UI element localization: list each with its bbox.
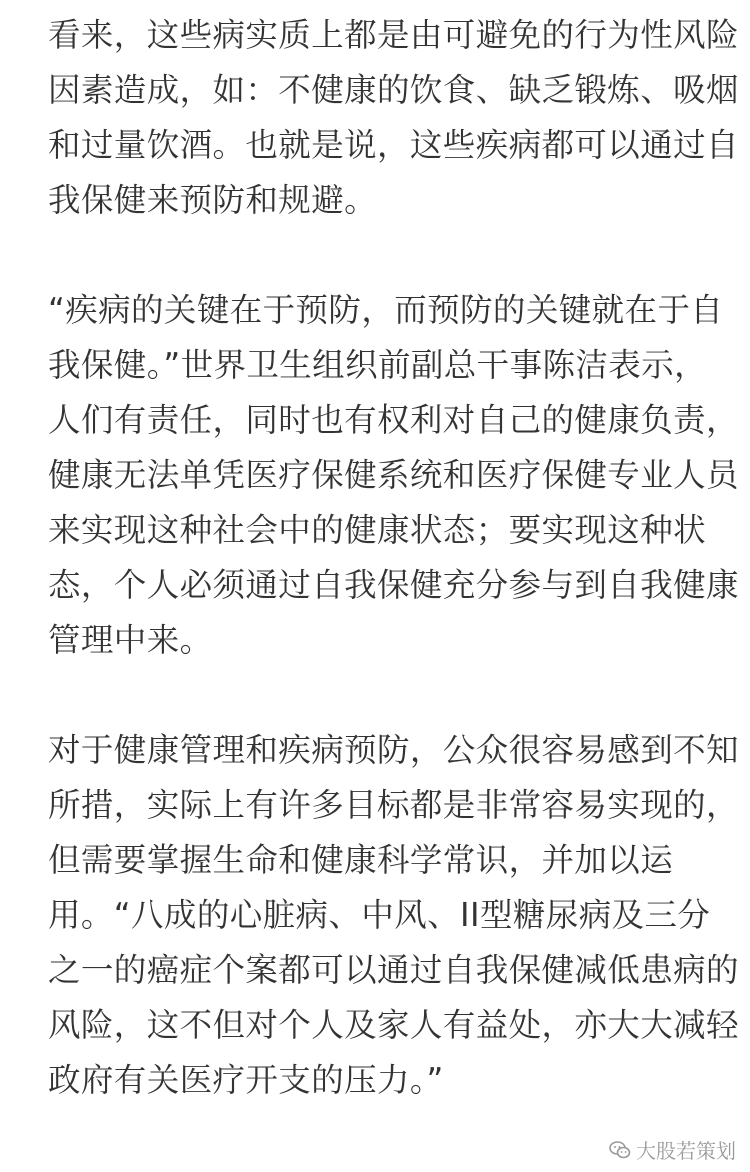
- watermark: [608, 1135, 736, 1164]
- wechat-icon: [608, 1138, 632, 1162]
- text-line: 人们有责任，同时也有权利对自己的健康负责，: [48, 401, 739, 439]
- article-body: [48, 8, 739, 1163]
- text-line: 和过量饮酒。也就是说，这些疾病都可以通过自: [48, 126, 739, 164]
- paragraph-1: [48, 8, 739, 228]
- text-line: 用。“八成的心脏病、中风、II型糖尿病及三分: [48, 896, 711, 934]
- text-line: 所措，实际上有许多目标都是非常容易实现的，: [48, 786, 739, 824]
- text-line: 但需要掌握生命和健康科学常识，并加以运: [48, 841, 674, 879]
- watermark-text: 大股若策划: [636, 1139, 736, 1163]
- paragraph-3: [48, 723, 739, 1108]
- text-line: 我保健来预防和规避。: [48, 181, 378, 219]
- text-line: 健康无法单凭医疗保健系统和医疗保健专业人员: [48, 456, 739, 494]
- text-line: 我保健。”世界卫生组织前副总干事陈洁表示，: [48, 346, 707, 384]
- paragraph-2: [48, 283, 739, 668]
- text-line: 管理中来。: [48, 621, 213, 659]
- text-line: “疾病的关键在于预防，而预防的关键就在于自: [48, 291, 724, 329]
- text-line: 看来，这些病实质上都是由可避免的行为性风险: [48, 16, 739, 54]
- text-line: 来实现这种社会中的健康状态；要实现这种状: [48, 511, 707, 549]
- text-line: 之一的癌症个案都可以通过自我保健减低患病的: [48, 951, 739, 989]
- text-line: 风险，这不但对个人及家人有益处，亦大大减轻: [48, 1006, 739, 1044]
- text-line: 对于健康管理和疾病预防，公众很容易感到不知: [48, 731, 739, 769]
- text-line: 态，个人必须通过自我保健充分参与到自我健康: [48, 566, 739, 604]
- text-line: 因素造成，如：不健康的饮食、缺乏锻炼、吸烟: [48, 71, 739, 109]
- text-line: 政府有关医疗开支的压力。”: [48, 1061, 444, 1099]
